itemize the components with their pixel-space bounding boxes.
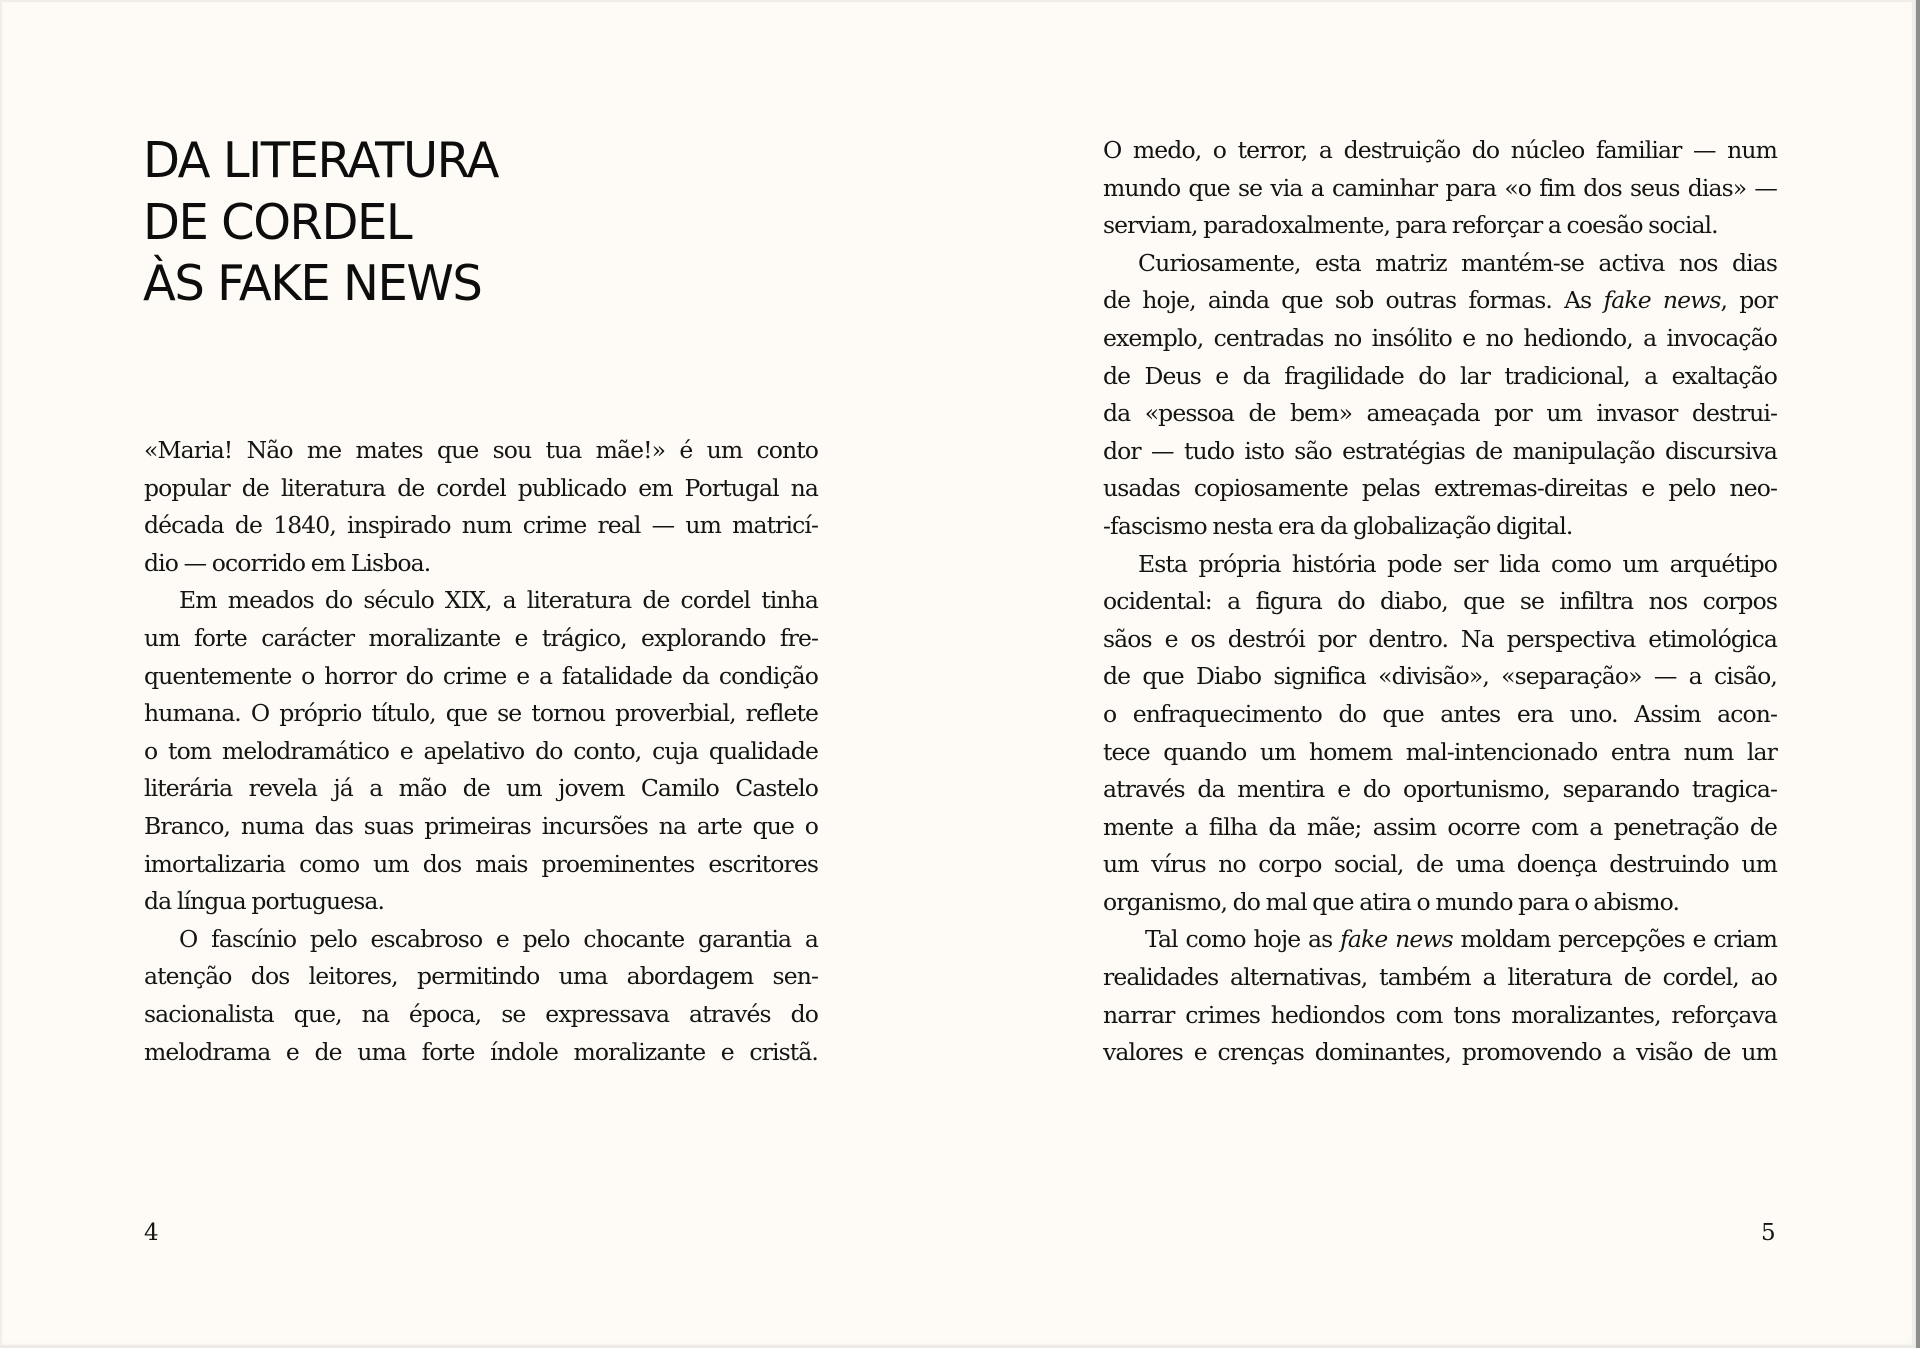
text-line: Curiosamente, esta matriz mantém-se activa nos dias xyxy=(1138,248,1777,277)
text-line: O fascínio pelo escabroso e pelo chocante garantia a xyxy=(179,924,818,953)
text-line: imortalizaria como um dos mais proeminentes escritores xyxy=(144,849,818,878)
chapter-title xyxy=(143,130,498,315)
scrollbar-edge xyxy=(1915,0,1920,1348)
paragraph xyxy=(1103,921,1777,1071)
text-line-with-italic xyxy=(1103,921,1777,959)
left-page-body xyxy=(144,432,818,1071)
text-line: através da mentira e do oportunismo, separando tragica- xyxy=(1103,775,1777,804)
text-line: de Deus e da fragilidade do lar tradicional, a exaltação xyxy=(1103,361,1777,390)
paragraph xyxy=(144,582,818,920)
text-line: usadas copiosamente pelas extremas-direitas e pelo neo- xyxy=(1103,474,1777,503)
title-line: DA LITERATURA xyxy=(143,132,499,189)
text-line: Em meados do século XIX, a literatura de cordel tinha xyxy=(179,586,818,615)
text-line: -fascismo nesta era da globalização digital. xyxy=(1103,511,1573,540)
text-line: literária revela já a mão de um jovem Camilo Castelo xyxy=(144,774,818,803)
text-line: sãos e os destrói por dentro. Na perspectiva etimológica xyxy=(1103,624,1777,653)
text-line: da «pessoa de bem» ameaçada por um invasor destrui- xyxy=(1103,399,1777,428)
text-line: mente a filha da mãe; assim ocorre com a penetração de xyxy=(1103,812,1777,841)
text-line: Branco, numa das suas primeiras incursões na arte que o xyxy=(144,811,818,840)
text-line: «Maria! Não me mates que sou tua mãe!» é um conto xyxy=(144,436,818,464)
text-line: da língua portuguesa. xyxy=(144,887,385,916)
text-line: sacionalista que, na época, se expressava através do xyxy=(144,999,818,1028)
text-line: o tom melodramático e apelativo do conto, cuja qualidade xyxy=(144,736,818,765)
text-line: de que Diabo significa «divisão», «separação» — a cisão, xyxy=(1103,662,1777,691)
text-line: mundo que se via a caminhar para «o fim dos seus dias» — xyxy=(1103,173,1777,202)
text-line-with-italic xyxy=(1103,282,1777,320)
right-page-body xyxy=(1103,132,1777,1072)
italic-term: fake news xyxy=(1340,925,1453,954)
text-line: melodrama e de uma forte índole moralizante e cristã. xyxy=(144,1037,818,1066)
text-line: serviam, paradoxalmente, para reforçar a coesão social. xyxy=(1103,211,1718,240)
text-line: um forte carácter moralizante e trágico, explorando fre- xyxy=(144,623,818,652)
text-line: valores e crenças dominantes, promovendo a visão de um xyxy=(1103,1038,1777,1067)
text-line: quentemente o horror do crime e a fatalidade da condição xyxy=(144,661,818,690)
text-line: exemplo, centradas no insólito e no hediondo, a invocação xyxy=(1103,323,1777,352)
text-run: Tal como hoje as xyxy=(1145,925,1341,954)
paragraph xyxy=(1103,245,1777,546)
text-line: um vírus no corpo social, de uma doença destruindo um xyxy=(1103,850,1777,879)
text-line: humana. O próprio título, que se tornou proverbial, reflete xyxy=(144,699,818,728)
text-run: de hoje, ainda que sob outras formas. As xyxy=(1103,286,1604,315)
text-line: dio — ocorrido em Lisboa. xyxy=(144,548,431,577)
text-line: ocidental: a figura do diabo, que se infiltra nos corpos xyxy=(1103,587,1777,616)
text-line: dor — tudo isto são estratégias de manipulação discursiva xyxy=(1103,436,1777,465)
text-line: popular de literatura de cordel publicado em Portugal na xyxy=(144,473,818,502)
text-line: atenção dos leitores, permitindo uma abordagem sen- xyxy=(144,962,818,991)
text-line: década de 1840, inspirado num crime real — um matricí- xyxy=(144,511,818,540)
text-run: moldam percepções e criam xyxy=(1452,925,1778,954)
text-line: Esta própria história pode ser lida como um arquétipo xyxy=(1138,549,1777,578)
book-spread xyxy=(2,2,1912,1345)
page-number-left: 4 xyxy=(144,1220,159,1246)
paragraph xyxy=(144,921,818,1071)
title-line: ÀS FAKE NEWS xyxy=(143,255,482,312)
paragraph xyxy=(1103,132,1777,245)
italic-term: fake news xyxy=(1603,286,1721,315)
text-line: realidades alternativas, também a literatura de cordel, ao xyxy=(1103,963,1777,992)
paragraph xyxy=(1103,546,1777,922)
paragraph xyxy=(144,432,818,582)
text-line: narrar crimes hediondos com tons moralizantes, reforçava xyxy=(1103,1000,1777,1029)
text-run: , por xyxy=(1720,286,1778,315)
text-line: o enfraquecimento do que antes era uno. Assim acon- xyxy=(1103,699,1777,728)
page-number-right: 5 xyxy=(1761,1220,1776,1246)
text-line: tece quando um homem mal-intencionado entra num lar xyxy=(1103,737,1777,766)
text-line: organismo, do mal que atira o mundo para o abismo. xyxy=(1103,887,1680,916)
text-line: O medo, o terror, a destruição do núcleo familiar — num xyxy=(1103,136,1777,164)
title-line: DE CORDEL xyxy=(143,193,412,251)
